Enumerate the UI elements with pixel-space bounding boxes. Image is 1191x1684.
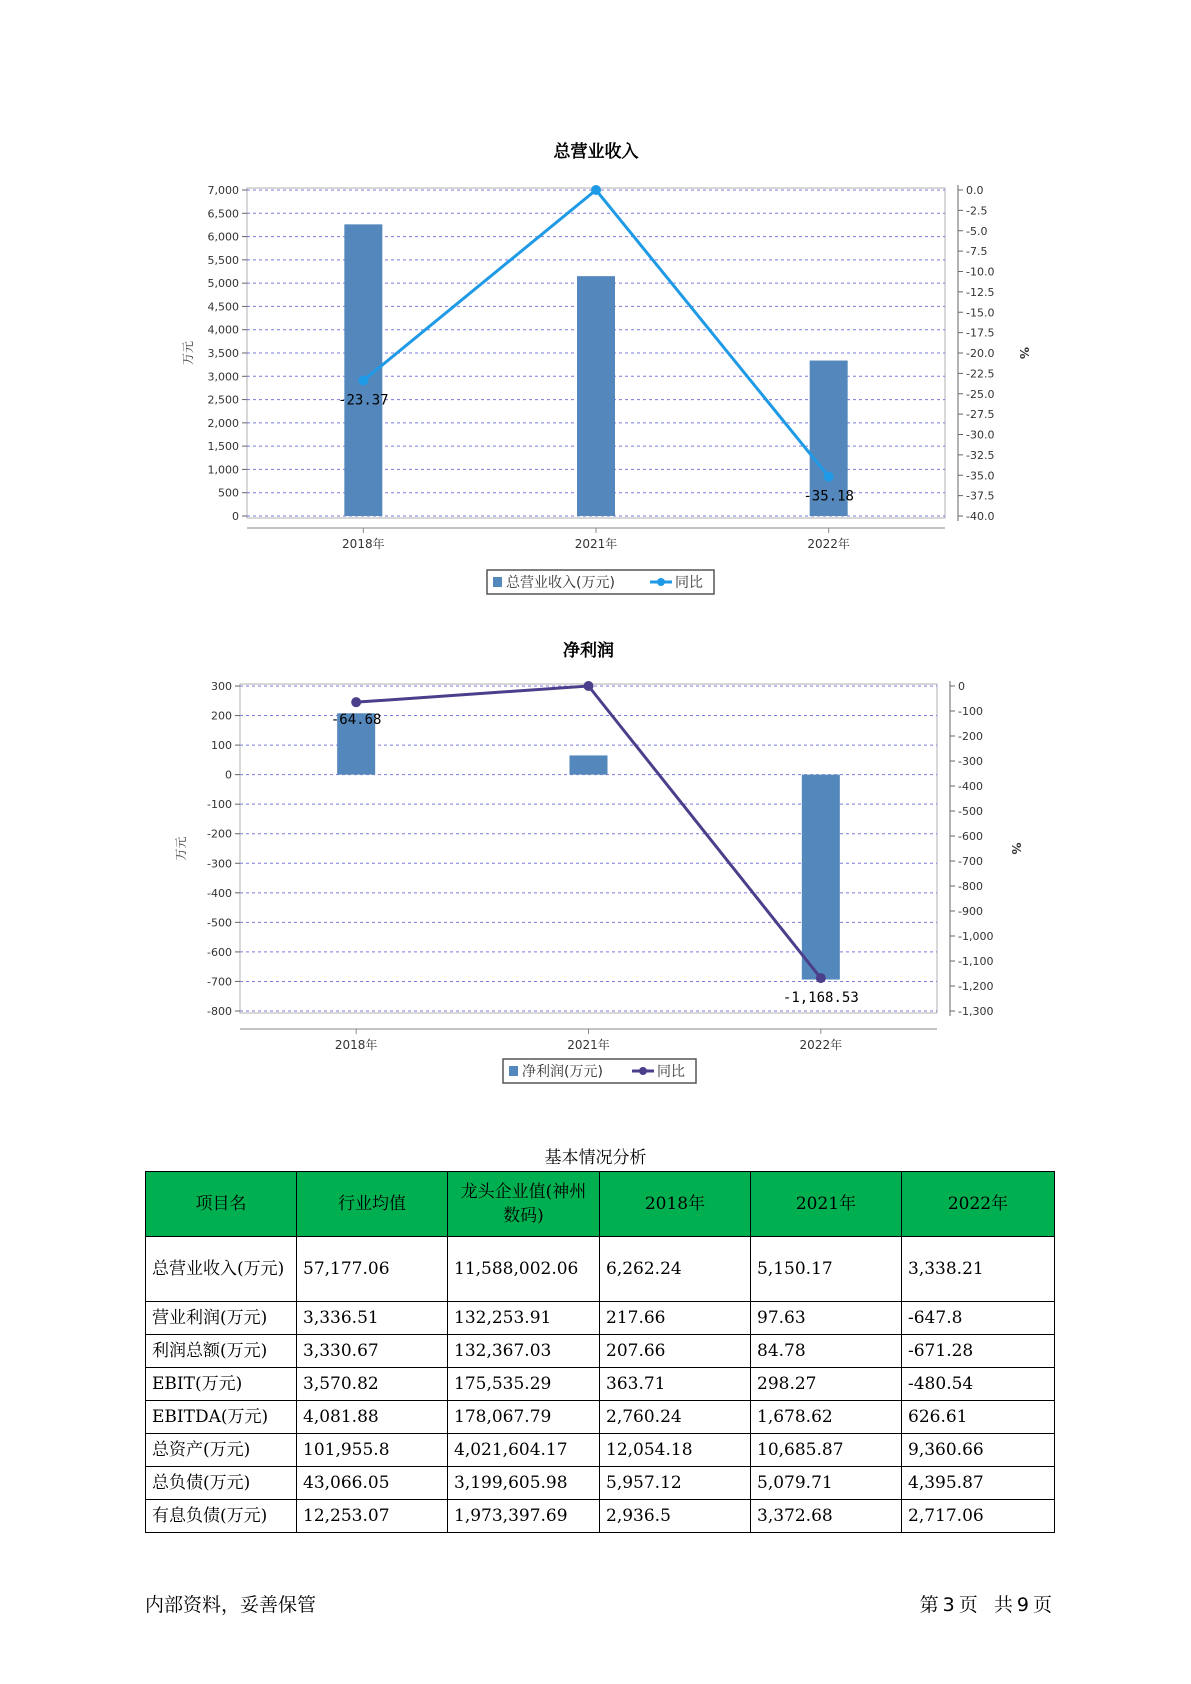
table-cell: 207.66 [600,1335,751,1368]
right-tick-label: -500 [958,805,983,818]
table-row [146,1401,1055,1434]
table-row [146,1467,1055,1500]
y-tick-label: 3,000 [207,370,239,384]
x-tick-label: 2021年 [567,1038,610,1052]
table-cell: 626.61 [902,1401,1055,1434]
right-tick-label: -27.5 [966,408,995,422]
right-tick-label: -2.5 [966,204,988,218]
right-axis-label: % [1009,842,1023,855]
y-tick-label: 4,500 [207,300,239,314]
header-industry-avg: 行业均值 [297,1172,448,1237]
net-profit-chart [0,640,1191,1100]
revenue-chart [0,140,1191,600]
table-cell: 2,760.24 [600,1401,751,1434]
legend-bar-label: 总营业收入(万元) [506,575,615,591]
y-tick-label: 4,000 [207,323,239,337]
right-tick-label: -1,100 [958,955,994,968]
table-cell: 5,150.17 [751,1237,902,1302]
yoy-data-label: -35.18 [803,488,854,505]
legend-line-marker [639,1067,647,1075]
legend-bar-label: 净利润(万元) [522,1064,603,1080]
y-tick-label: 0 [232,510,239,523]
table-cell: 12,253.07 [297,1500,448,1533]
y-tick-label: -700 [207,975,232,989]
page-prefix: 第 [919,1594,939,1616]
table-cell: 3,330.67 [297,1335,448,1368]
page-suffix: 页 [1032,1594,1052,1616]
right-tick-label: -35.0 [966,469,995,483]
yoy-data-label: -64.68 [330,712,382,729]
yoy-point [358,375,368,385]
y-tick-label: 300 [211,680,232,693]
chart-title: 净利润 [563,641,614,661]
yoy-point [816,973,826,983]
right-tick-label: -5.0 [966,224,988,238]
y-tick-label: -400 [207,886,232,900]
legend-line-label: 同比 [657,1064,685,1080]
y-tick-label: 7,000 [207,184,239,197]
right-axis-label: % [1017,346,1031,360]
y-tick-label: 5,500 [207,253,239,267]
y-tick-label: 5,000 [207,277,239,291]
right-tick-label: -1,300 [958,1005,994,1018]
right-tick-label: 0.0 [966,184,984,197]
table-cell: -647.8 [902,1302,1055,1335]
table-row [146,1368,1055,1401]
table-cell: 2,936.5 [600,1500,751,1533]
y-axis-label: 万元 [174,836,188,861]
table-cell: 84.78 [751,1335,902,1368]
y-tick-label: 6,500 [207,207,239,221]
header-2022: 2022年 [902,1172,1055,1237]
page-mid: 页 [958,1594,978,1616]
table-row [146,1500,1055,1533]
yoy-data-label: -23.37 [338,392,389,409]
right-tick-label: -800 [958,880,983,893]
table-cell: 11,588,002.06 [448,1237,600,1302]
table-cell: 1,973,397.69 [448,1500,600,1533]
x-tick-label: 2018年 [342,537,385,551]
y-tick-label: -800 [207,1005,232,1018]
header-2021: 2021年 [751,1172,902,1237]
table-cell: 10,685.87 [751,1434,902,1467]
table-cell-item-name: 有息负债(万元) [146,1500,297,1533]
header-2018: 2018年 [600,1172,751,1237]
right-tick-label: -10.0 [966,265,995,279]
revenue-chart-svg [0,140,1191,600]
x-tick-label: 2022年 [799,1038,843,1052]
right-tick-label: -30.0 [966,428,995,442]
table-cell: 1,678.62 [751,1401,902,1434]
right-tick-label: 0 [958,680,965,693]
table-cell-item-name: 总资产(万元) [146,1434,297,1467]
legend-bar-swatch [509,1066,518,1076]
yoy-point [351,697,361,707]
table-row [146,1434,1055,1467]
table-cell: 3,336.51 [297,1302,448,1335]
table-cell-item-name: 利润总额(万元) [146,1335,297,1368]
yoy-point [824,472,834,482]
right-tick-label: -1,200 [958,980,994,993]
y-tick-label: 1,000 [207,463,239,477]
table-cell: 217.66 [600,1302,751,1335]
table-cell: 3,570.82 [297,1368,448,1401]
right-tick-label: -200 [958,730,983,743]
table-cell: -480.54 [902,1368,1055,1401]
table-cell: 97.63 [751,1302,902,1335]
table-cell: 132,253.91 [448,1302,600,1335]
table-cell: 9,360.66 [902,1434,1055,1467]
page-total: 9 [1016,1594,1029,1616]
right-tick-label: -7.5 [966,245,988,259]
table-cell: 3,372.68 [751,1500,902,1533]
y-tick-label: 3,500 [207,347,239,360]
table-cell: 57,177.06 [297,1237,448,1302]
yoy-data-label: -1,168.53 [782,990,859,1007]
header-leader-value: 龙头企业值(神州数码) [448,1172,600,1237]
table-cell: 5,079.71 [751,1467,902,1500]
table-cell: 363.71 [600,1368,751,1401]
y-tick-label: 200 [211,709,232,723]
table-cell: 2,717.06 [902,1500,1055,1533]
table-cell: -671.28 [902,1335,1055,1368]
table-cell: 4,395.87 [902,1467,1055,1500]
legend-line-label: 同比 [675,575,703,591]
footer-confidential-note: 内部资料，妥善保管 [145,1594,317,1616]
right-tick-label: -100 [958,705,983,718]
right-tick-label: -25.0 [966,387,995,401]
right-tick-label: -37.5 [966,489,995,503]
y-tick-label: -100 [207,798,232,812]
y-tick-label: -200 [207,827,232,841]
table-cell: 298.27 [751,1368,902,1401]
y-tick-label: 6,000 [207,230,239,244]
chart-title: 总营业收入 [553,142,639,162]
table-cell-item-name: EBITDA(万元) [146,1401,297,1434]
table-cell: 4,021,604.17 [448,1434,600,1467]
x-tick-label: 2021年 [574,537,618,551]
bar [802,775,840,980]
table-cell-item-name: 总负债(万元) [146,1467,297,1500]
page-total-prefix: 共 [993,1594,1013,1616]
y-tick-label: 1,500 [207,440,239,454]
y-tick-label: -300 [207,857,232,871]
table-row [146,1335,1055,1368]
legend-bar-swatch [493,577,502,587]
table-cell: 12,054.18 [600,1434,751,1467]
y-tick-label: 500 [218,486,239,500]
right-tick-label: -12.5 [966,285,995,299]
right-tick-label: -1,000 [958,930,994,943]
right-tick-label: -15.0 [966,306,995,320]
footer-page-number [918,1590,1054,1617]
table-cell: 175,535.29 [448,1368,600,1401]
table-header-row [146,1172,1055,1237]
table-cell: 43,066.05 [297,1467,448,1500]
right-tick-label: -900 [958,905,983,918]
right-tick-label: -17.5 [966,326,995,340]
table-cell-item-name: 营业利润(万元) [146,1302,297,1335]
page-num: 3 [942,1594,955,1616]
right-tick-label: -600 [958,830,983,843]
y-tick-label: 2,000 [207,416,239,430]
yoy-point [584,681,594,691]
net-profit-chart-svg [0,640,1191,1100]
bar [577,276,615,516]
x-tick-label: 2018年 [334,1038,378,1052]
y-tick-label: 0 [225,768,232,782]
bar [570,755,608,774]
y-tick-label: -500 [207,916,232,930]
y-tick-label: 2,500 [207,393,239,407]
x-tick-label: 2022年 [807,537,850,551]
table-cell-item-name: EBIT(万元) [146,1368,297,1401]
right-tick-label: -700 [958,855,983,868]
right-tick-label: -40.0 [966,510,995,523]
right-tick-label: -20.0 [966,347,995,360]
table-title: 基本情况分析 [544,1148,647,1168]
table-cell: 101,955.8 [297,1434,448,1467]
table-cell: 6,262.24 [600,1237,751,1302]
table-row [146,1237,1055,1302]
table-cell: 5,957.12 [600,1467,751,1500]
table-cell-item-name: 总营业收入(万元) [146,1237,297,1302]
table-cell: 178,067.79 [448,1401,600,1434]
right-tick-label: -400 [958,780,983,793]
legend-line-marker [657,578,665,586]
table-cell: 3,338.21 [902,1237,1055,1302]
y-tick-label: -600 [207,945,232,959]
table-cell: 4,081.88 [297,1401,448,1434]
y-tick-label: 100 [211,739,232,753]
yoy-point [591,185,601,195]
table-cell: 3,199,605.98 [448,1467,600,1500]
table-row [146,1302,1055,1335]
table-cell: 132,367.03 [448,1335,600,1368]
y-axis-label: 万元 [181,340,195,366]
right-tick-label: -300 [958,755,983,768]
header-item-name: 项目名 [146,1172,297,1237]
right-tick-label: -32.5 [966,448,995,462]
right-tick-label: -22.5 [966,367,995,381]
basic-analysis-table [145,1171,1055,1533]
